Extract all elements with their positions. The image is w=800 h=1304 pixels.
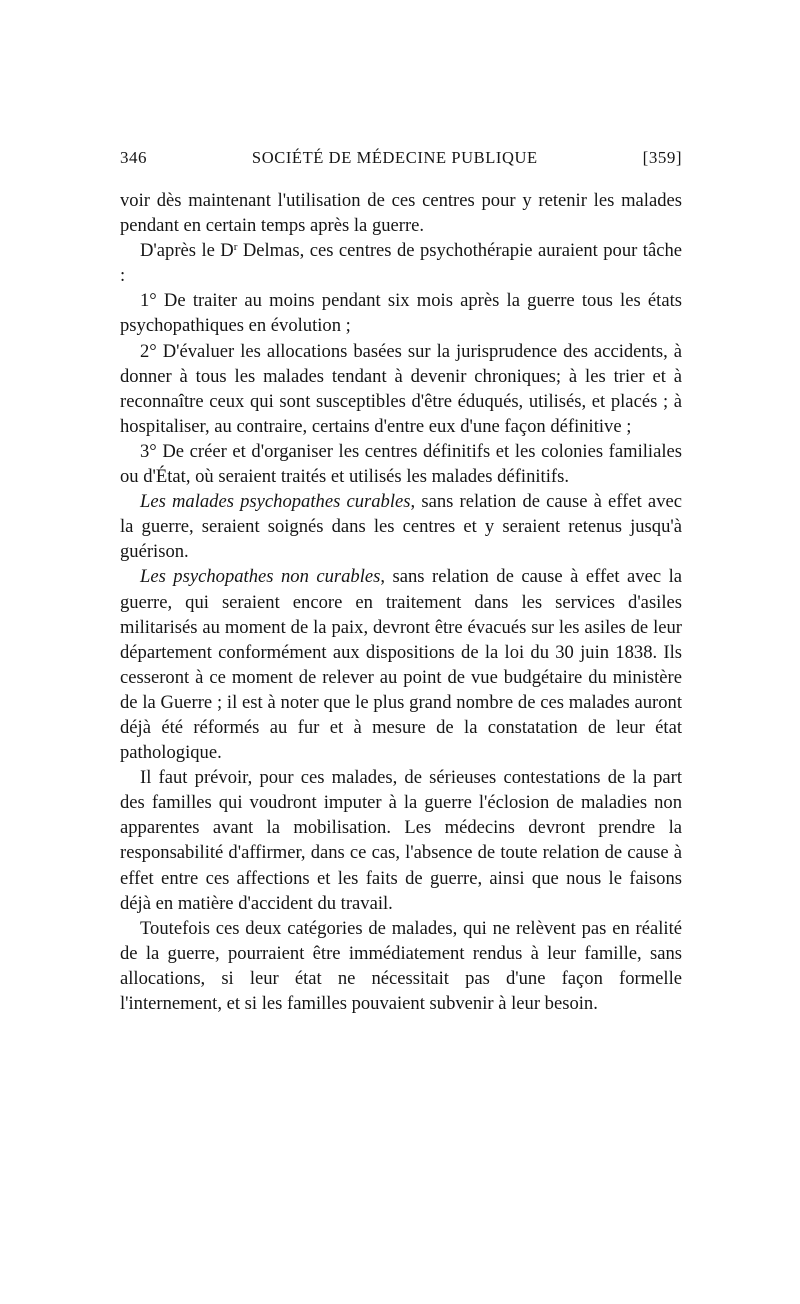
paragraph-non-curables-rest: , sans relation de cause à effet avec la guerre, qui seraient encore en traitement dans les services d'asiles militarisés au moment de la paix, devront être évacués sur les asiles de leur département conformément aux dispositions de la loi du 30 juin 1838. Ils cesseront à ce moment de relever au point de vue budgétaire du ministère de la Guerre ; il est à noter que le plus grand nombre de ces malades auront déjà été réformés au fur et à mesure de la constatation de leur état pathologique.	[120, 566, 682, 764]
paragraph-contestations: Il faut prévoir, pour ces malades, de sérieuses contestations de la part des familles qui voudront imputer à la guerre l'éclosion de maladies non apparentes avant la mobilisation. Les médecins devront prendre la responsabilité d'affirmer, dans ce cas, l'absence de toute relation de cause à effet entre ces affections et les faits de guerre, ainsi que nous le faisons déjà en matière d'accident du travail.	[120, 767, 682, 914]
paragraph-intro: voir dès maintenant l'utilisation de ces centres pour y retenir les malades pendant en certain temps après la guerre.	[120, 190, 682, 237]
page-number: 346	[120, 148, 147, 167]
running-header	[120, 148, 682, 174]
paragraph-curables-rest: , sans relation de cause à effet avec la guerre, seraient soignés dans les centres et y seraient retenus jusqu'à guérison.	[120, 491, 682, 563]
paragraph-delmas-after: Delmas, ces centres de psychothérapie auraient pour tâche :	[120, 240, 682, 287]
paragraph-non-curables	[120, 564, 682, 765]
running-title: SOCIÉTÉ DE MÉDECINE PUBLIQUE	[251, 148, 538, 167]
paragraph-item-2: 2° D'évaluer les allocations basées sur la jurisprudence des accidents, à donner à tous les malades tendant à devenir chroniques; à les trier et à reconnaître ceux qui sont susceptibles d'être éduqués, utilisés, et placés ; à hospitaliser, au contraire, certains d'entre eux d'une façon définitive ;	[120, 340, 682, 437]
paragraph-curables	[120, 489, 682, 564]
paragraph-toutefois: Toutefois ces deux catégories de malades, qui ne relèvent pas en réalité de la guerre, pourraient être immédiatement rendus à leur famille, sans allocations, si leur état ne nécessitait pas d'une façon formelle l'internement, et si les familles pouvaient subvenir à leur besoin.	[120, 917, 682, 1014]
paragraph-item-1: 1° De traiter au moins pendant six mois après la guerre tous les états psychopathiques en évolution ;	[120, 290, 682, 337]
paragraph-delmas-before: D'après le D	[140, 240, 234, 262]
paragraph-delmas	[120, 238, 682, 288]
paragraph-curables-italic: Les malades psychopathes curables	[140, 491, 411, 513]
bracket-number: [359]	[642, 148, 682, 167]
doctor-abbreviation-superscript: r	[233, 241, 238, 254]
body-text	[120, 188, 682, 1016]
book-page	[120, 148, 682, 1016]
paragraph-item-3: 3° De créer et d'organiser les centres définitifs et les colonies familiales ou d'État, où seraient traités et utilisés les malades définitifs.	[120, 440, 682, 488]
paragraph-non-curables-italic: Les psychopathes non curables	[140, 566, 381, 588]
